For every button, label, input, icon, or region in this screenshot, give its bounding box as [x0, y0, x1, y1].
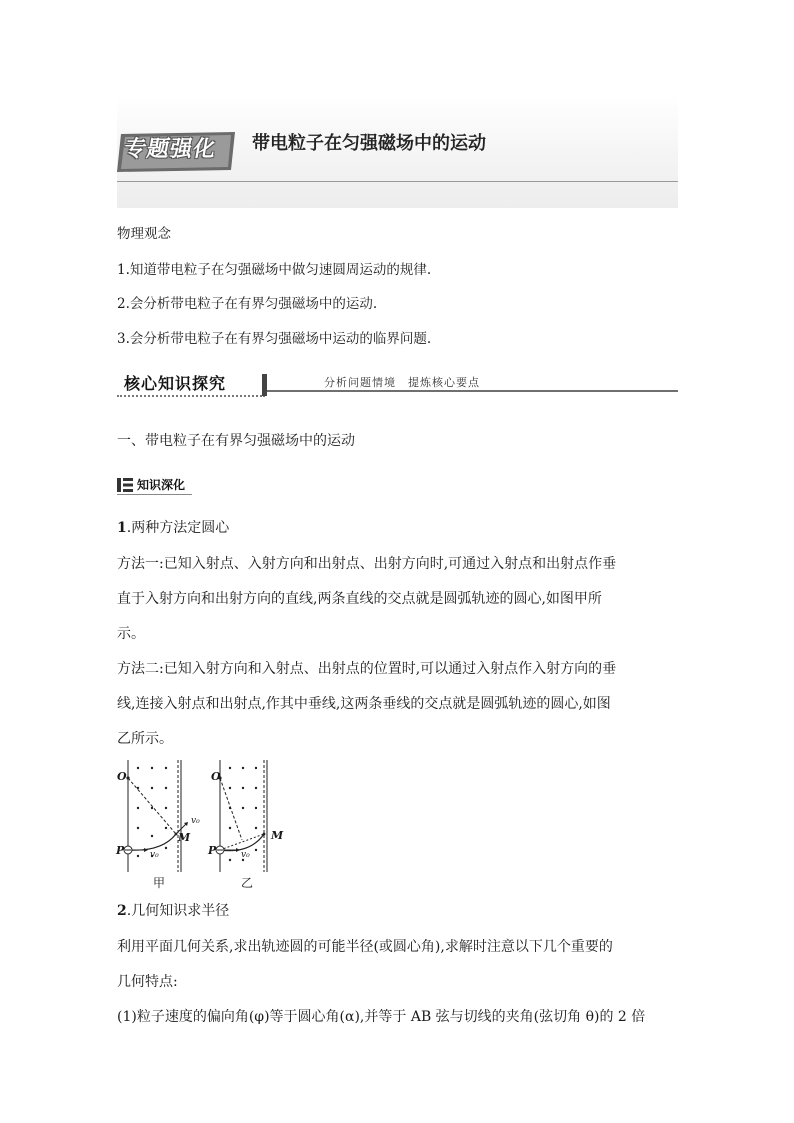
section-subtitle: 分析问题情境 提炼核心要点 — [324, 376, 480, 389]
section-title: 核心知识探究 — [124, 374, 227, 393]
figure-jia-label-v0-top: v₀ — [191, 816, 200, 826]
knowledge-tag-underline — [117, 494, 192, 495]
point2-heading — [117, 901, 229, 921]
objective-item-2: 2.会分析带电粒子在有界匀强磁场中的运动. — [117, 296, 378, 312]
part-heading: 一、带电粒子在有界匀强磁场中的运动 — [117, 433, 355, 449]
figure-yi-label-M: M — [271, 829, 284, 842]
section-title-endmark — [262, 374, 267, 396]
section-rule — [266, 390, 678, 392]
figure-jia-label-M: M — [178, 831, 191, 844]
objective-item-3: 3.会分析带电粒子在有界匀强磁场中运动的临界问题. — [117, 331, 432, 347]
figure-jia-label-v0-bottom: v₀ — [150, 850, 159, 860]
method1-line-3: 示。 — [117, 626, 145, 642]
point2-line-3: (1)粒子速度的偏向角(φ)等于圆心角(α),并等于 AB 弦与切线的夹角(弦切角 θ)的 2 倍 — [117, 1009, 646, 1025]
point1-heading — [117, 518, 229, 538]
objectives-heading: 物理观念 — [117, 226, 171, 242]
objective-item-1: 1.知道带电粒子在匀强磁场中做匀速圆周运动的规律. — [117, 262, 432, 278]
point2-title: .几何知识求半径 — [126, 903, 230, 919]
figure-jia-label-O: O — [117, 770, 127, 783]
knowledge-tag: 知识深化 — [137, 478, 186, 492]
figure-yi-caption: 乙 — [241, 876, 254, 890]
point2-number: 2 — [117, 903, 127, 919]
method2-line-1: 方法二:已知入射方向和入射点、出射点的位置时,可以通过入射点作入射方向的垂 — [117, 661, 617, 677]
figure-jia-label-P: P — [116, 844, 125, 857]
header-divider — [117, 181, 678, 182]
method1-line-1: 方法一:已知入射点、入射方向和出射点、出射方向时,可通过入射点和出射点作垂 — [117, 556, 617, 572]
method2-line-3: 乙所示。 — [117, 731, 173, 747]
figure-yi-label-O: O — [211, 770, 221, 783]
page-title: 带电粒子在匀强磁场中的运动 — [252, 133, 486, 154]
topic-badge: 专题强化 — [121, 137, 219, 162]
figure-jia-caption: 甲 — [153, 876, 166, 890]
method2-line-2: 线,连接入射点和出射点,作其中垂线,这两条垂线的交点就是圆弧轨迹的圆心,如图 — [117, 696, 611, 712]
figure-yi-label-v0-bottom: v₀ — [241, 850, 250, 860]
knowledge-tag-icon — [117, 478, 133, 492]
method1-line-2: 直于入射方向和出射方向的直线,两条直线的交点就是圆弧轨迹的圆心,如图甲所 — [117, 591, 602, 607]
point2-line-1: 利用平面几何关系,求出轨迹圆的可能半径(或圆心角),求解时注意以下几个重要的 — [117, 939, 613, 955]
point1-number: 1 — [117, 520, 127, 536]
figure-yi-label-P: P — [208, 844, 217, 857]
point2-line-2: 几何特点: — [117, 974, 178, 990]
point1-title: .两种方法定圆心 — [126, 520, 230, 536]
